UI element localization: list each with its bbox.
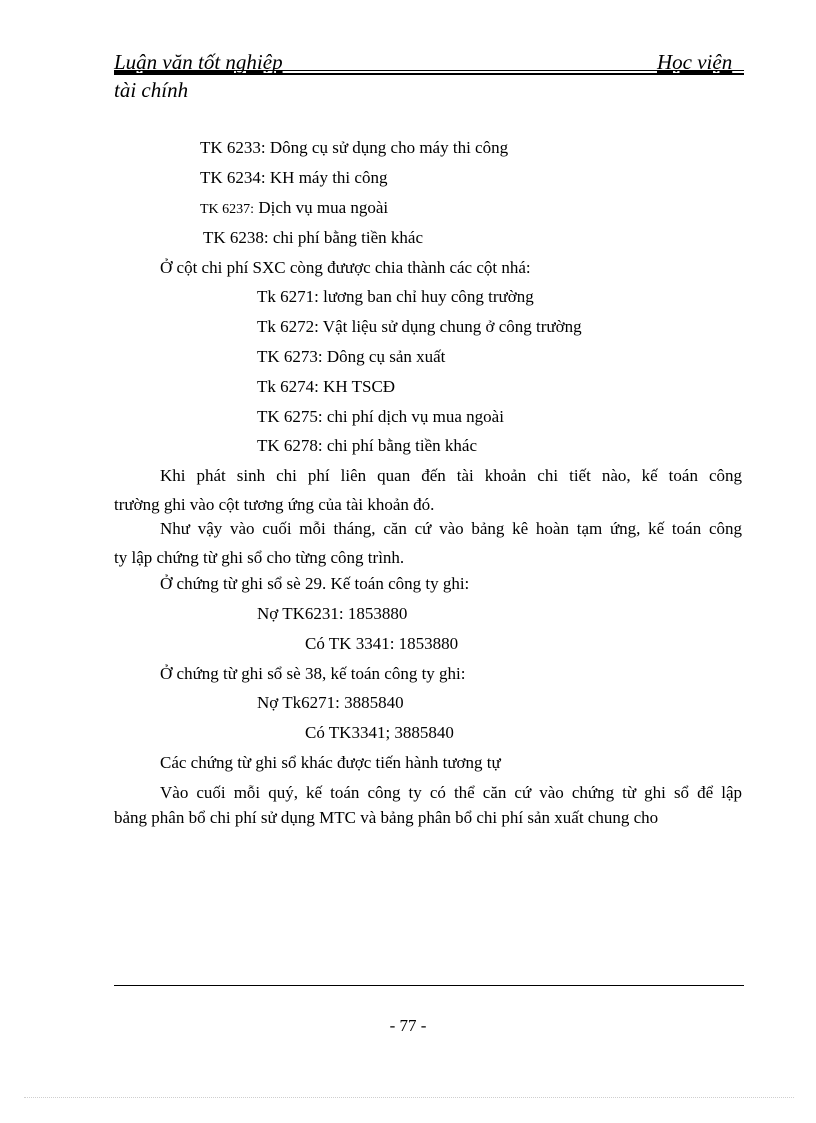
voucher-38-intro: Ở chứng từ ghi sổ sè 38, kế toán công ty ghi: — [160, 664, 466, 683]
header-thesis-title: Luận văn tốt nghiệp — [114, 50, 283, 74]
page-number: - 77 - — [389, 1016, 427, 1035]
tk6271-line: Tk 6271: lương ban chỉ huy công trường — [257, 287, 534, 306]
voucher-38-debit: Nợ Tk6271: 3885840 — [257, 693, 404, 712]
sxc-intro: Ở cột chi phí SXC còng đưược chia thành các cột nhá: — [160, 258, 531, 277]
voucher-29-intro: Ở chứng từ ghi sổ sè 29. Kế toán công ty ghi: — [160, 574, 470, 593]
header-divider — [114, 70, 744, 75]
paragraph-quarter-end: Vào cuối mỗi quý, kế toán công ty có thể căn cứ vào chứng từ ghi sổ để lập bảng phân bổ chi phí sử dụng MTC và bảng phân bổ chi phí sản xuất chung cho — [114, 783, 742, 827]
tk6273-line: TK 6273: Dông cụ sản xuất — [257, 347, 446, 366]
tk6237-line: TK 6237: Dịch vụ mua ngoài — [200, 198, 389, 217]
tk6272-line: Tk 6272: Vật liệu sử dụng chung ở công trường — [257, 317, 582, 336]
voucher-29-credit: Có TK 3341: 1853880 — [305, 634, 459, 653]
tk6238-line: TK 6238: chi phí bằng tiền khác — [203, 228, 424, 247]
page-edge-dotted-line — [24, 1097, 794, 1098]
voucher-29-debit: Nợ TK6231: 1853880 — [257, 604, 408, 623]
tk6234-line: TK 6234: KH máy thi công — [200, 168, 388, 187]
tk6278-line: TK 6278: chi phí bằng tiền khác — [257, 436, 478, 455]
tk6233-line: TK 6233: Dông cụ sử dụng cho máy thi công — [200, 138, 509, 157]
similar-vouchers-note: Các chứng từ ghi sổ khác được tiến hành tương tự — [160, 753, 501, 772]
paragraph-month-end: Như vậy vào cuối mỗi tháng, căn cứ vào bảng kê hoàn tạm ứng, kế toán công ty lập chứng từ ghi sổ cho từng công trình. — [114, 519, 742, 567]
header-institution-continued: tài chính — [114, 78, 189, 102]
footer-divider — [114, 985, 744, 986]
tk6275-line: TK 6275: chi phí dịch vụ mua ngoài — [257, 407, 504, 426]
header-institution: Học viện — [657, 50, 733, 74]
tk6274-line: Tk 6274: KH TSCĐ — [257, 377, 396, 396]
paragraph-detail-account: Khi phát sinh chi phí liên quan đến tài khoản chi tiết nào, kế toán công trường ghi vào cột tương ứng của tài khoản đó. — [114, 466, 742, 514]
voucher-38-credit: Có TK3341; 3885840 — [305, 723, 454, 742]
